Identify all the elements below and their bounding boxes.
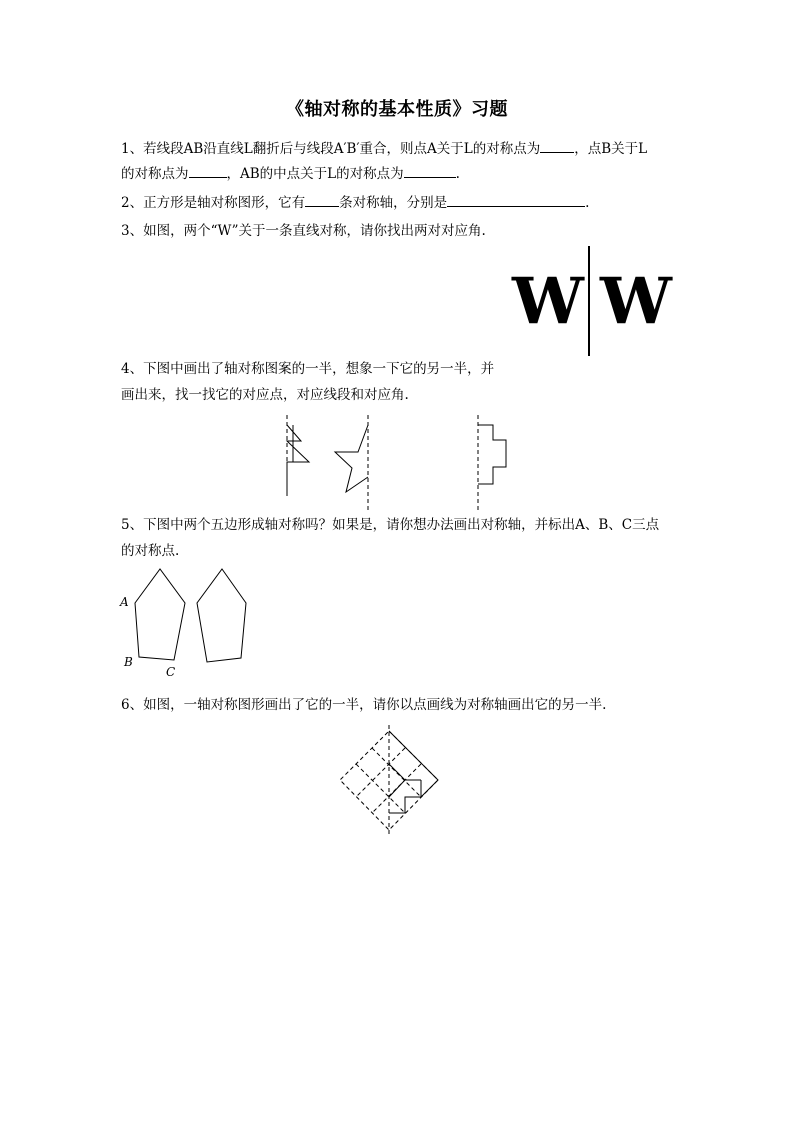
w-letter-right: W bbox=[600, 264, 672, 339]
q1-text-3: 的对称点为 bbox=[121, 166, 189, 182]
w-letter-left: W bbox=[512, 264, 584, 339]
page-title: 《轴对称的基本性质》习题 bbox=[286, 99, 508, 120]
q2-text-3: . bbox=[585, 195, 590, 211]
q2-text-1: 2、正方形是轴对称图形，它有 bbox=[121, 195, 306, 211]
question-3: 3、如图，两个“W”关于一条直线对称，请你找出两对对应角. bbox=[121, 223, 486, 239]
question-4-line-1: 4、下图中画出了轴对称图案的一半，想象一下它的另一半，并 bbox=[121, 361, 495, 377]
q1-text-4: ，AB的中点关于L的对称点为 bbox=[226, 166, 404, 182]
question-5-line-1: 5、下图中两个五边形成轴对称吗？如果是，请你想办法画出对称轴，并标出A、B、C三点 bbox=[121, 517, 660, 533]
q5-label-a: A bbox=[120, 595, 129, 609]
q5-label-b: B bbox=[124, 655, 133, 669]
question-6: 6、如图，一轴对称图形画出了它的一半，请你以点画线为对称轴画出它的另一半. bbox=[121, 697, 607, 713]
q2-text-2: 条对称轴，分别是 bbox=[339, 195, 448, 211]
q5-label-c: C bbox=[166, 665, 176, 679]
q1-text-1: 1、若线段AB沿直线L翻折后与线段A′B′重合，则点A关于L的对称点为 bbox=[121, 141, 541, 157]
q1-text-2: ，点B关于L bbox=[574, 141, 648, 157]
q1-text-5: . bbox=[455, 166, 460, 182]
question-4-line-2: 画出来，找一找它的对应点，对应线段和对应角. bbox=[121, 387, 409, 403]
question-5-line-2: 的对称点. bbox=[121, 543, 180, 559]
